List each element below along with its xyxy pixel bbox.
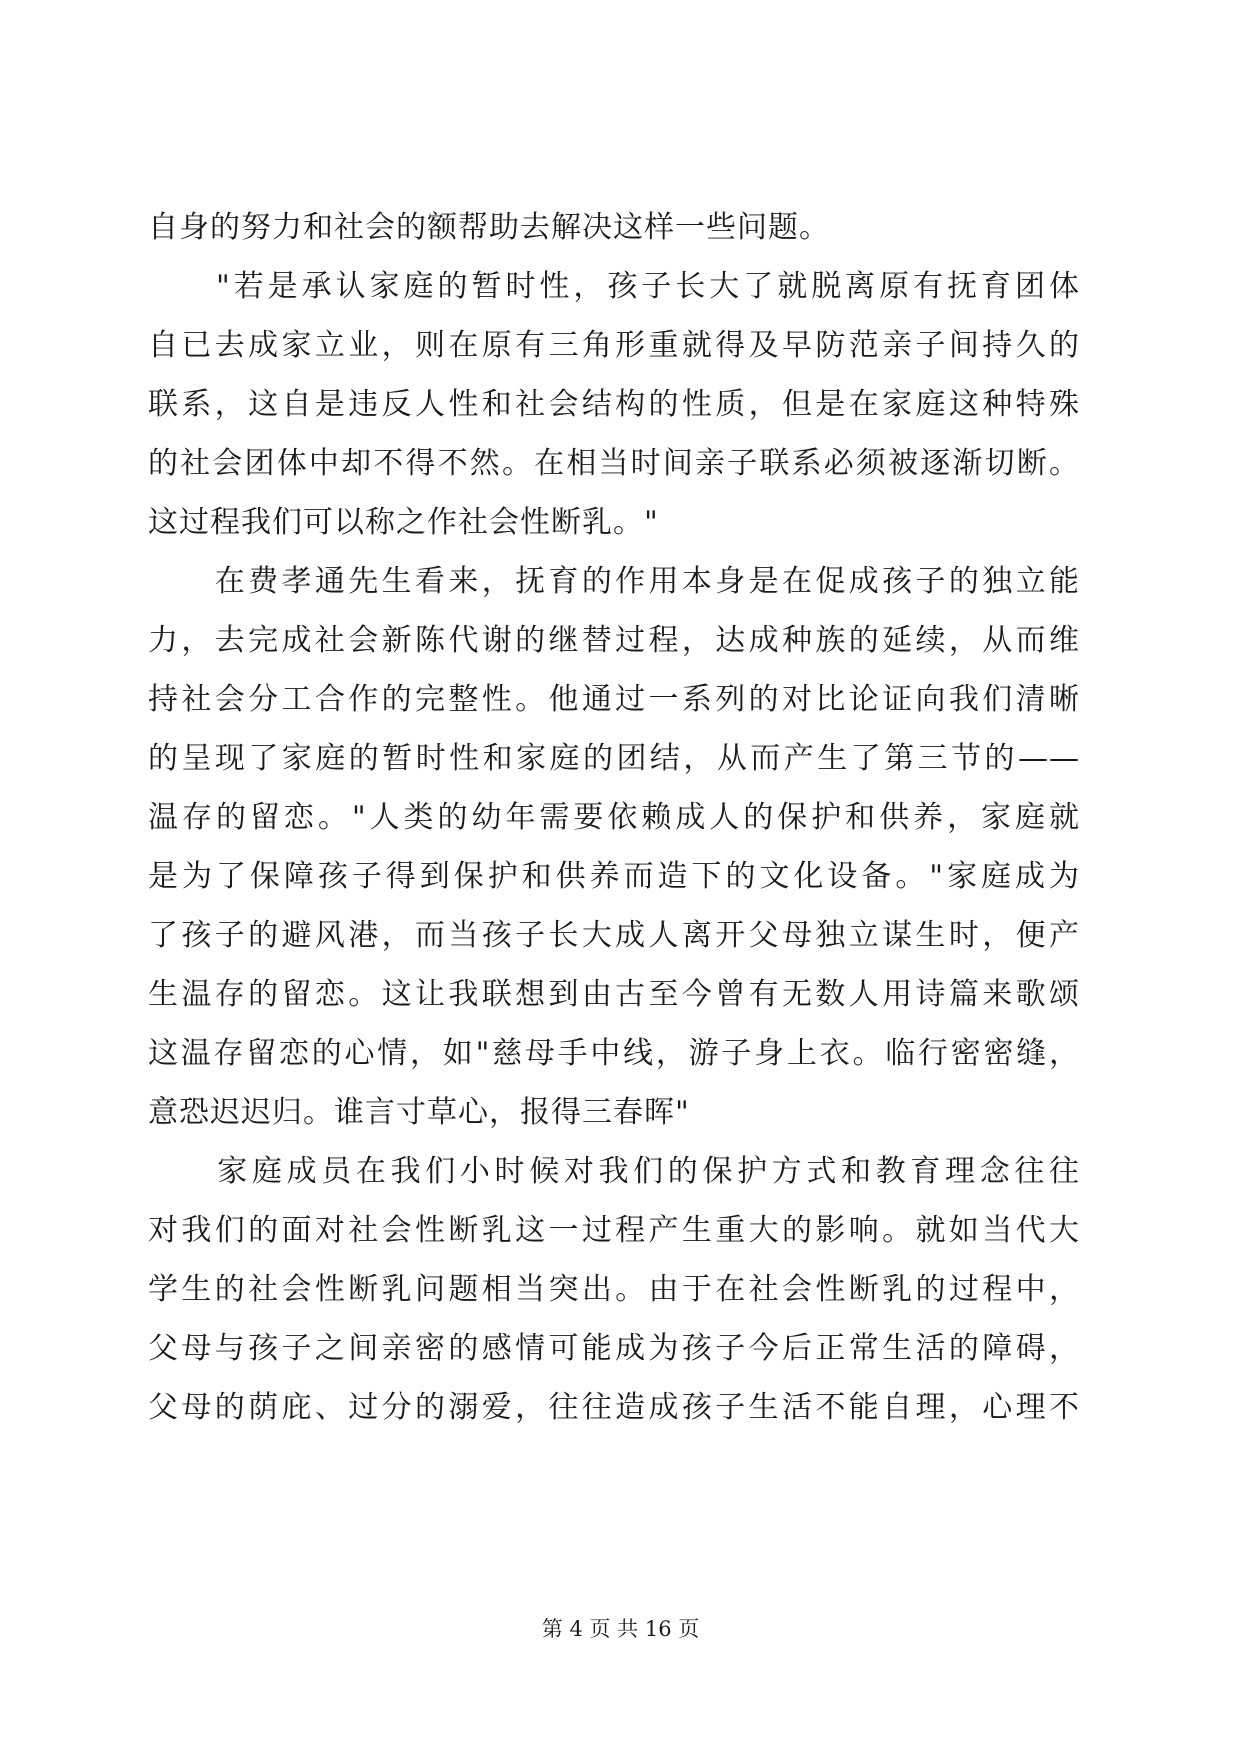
document-body: [148, 198, 1080, 1437]
text-line: 是为了保障孩子得到保护和供养而造下的文化设备。"家庭成为: [148, 859, 1080, 894]
text-line: 生温存的留恋。这让我联想到由古至今曾有无数人用诗篇来歌颂: [148, 977, 1080, 1012]
text-line: 父母的荫庇、过分的溺爱，往往造成孩子生活不能自理，心理不: [148, 1390, 1080, 1425]
text-line: 联系，这自是违反人性和社会结构的性质，但是在家庭这种特殊: [148, 387, 1080, 422]
text-line: "若是承认家庭的暂时性，孩子长大了就脱离原有抚育团体: [148, 269, 1080, 304]
text-line: 意恐迟迟归。谁言寸草心，报得三春晖": [148, 1095, 690, 1130]
text-line: 父母与孩子之间亲密的感情可能成为孩子今后正常生活的障碍，: [148, 1331, 1080, 1366]
text-line: 的呈现了家庭的暂时性和家庭的团结，从而产生了第三节的——: [148, 741, 1080, 776]
page-footer: 第 4 页 共 16 页: [541, 1617, 700, 1641]
text-line: 家庭成员在我们小时候对我们的保护方式和教育理念往往: [148, 1154, 1080, 1189]
text-line: 的社会团体中却不得不然。在相当时间亲子联系必须被逐渐切断。: [148, 446, 1080, 481]
text-line: 这温存留恋的心情，如"慈母手中线，游子身上衣。临行密密缝，: [148, 1036, 1080, 1071]
text-line: 自已去成家立业，则在原有三角形重就得及早防范亲子间持久的: [148, 328, 1080, 363]
text-line: 学生的社会性断乳问题相当突出。由于在社会性断乳的过程中，: [148, 1272, 1080, 1307]
text-line: 持社会分工合作的完整性。他通过一系列的对比论证向我们清晰: [148, 682, 1080, 717]
text-line: 力，去完成社会新陈代谢的继替过程，达成种族的延续，从而维: [148, 623, 1080, 658]
text-line: 温存的留恋。"人类的幼年需要依赖成人的保护和供养，家庭就: [148, 800, 1080, 835]
text-line: 这过程我们可以称之作社会性断乳。": [148, 505, 659, 540]
text-line: 在费孝通先生看来，抚育的作用本身是在促成孩子的独立能: [148, 564, 1080, 599]
text-line: 了孩子的避风港，而当孩子长大成人离开父母独立谋生时，便产: [148, 918, 1080, 953]
text-line: 自身的努力和社会的额帮助去解决这样一些问题。: [148, 210, 830, 245]
text-line: 对我们的面对社会性断乳这一过程产生重大的影响。就如当代大: [148, 1213, 1080, 1248]
